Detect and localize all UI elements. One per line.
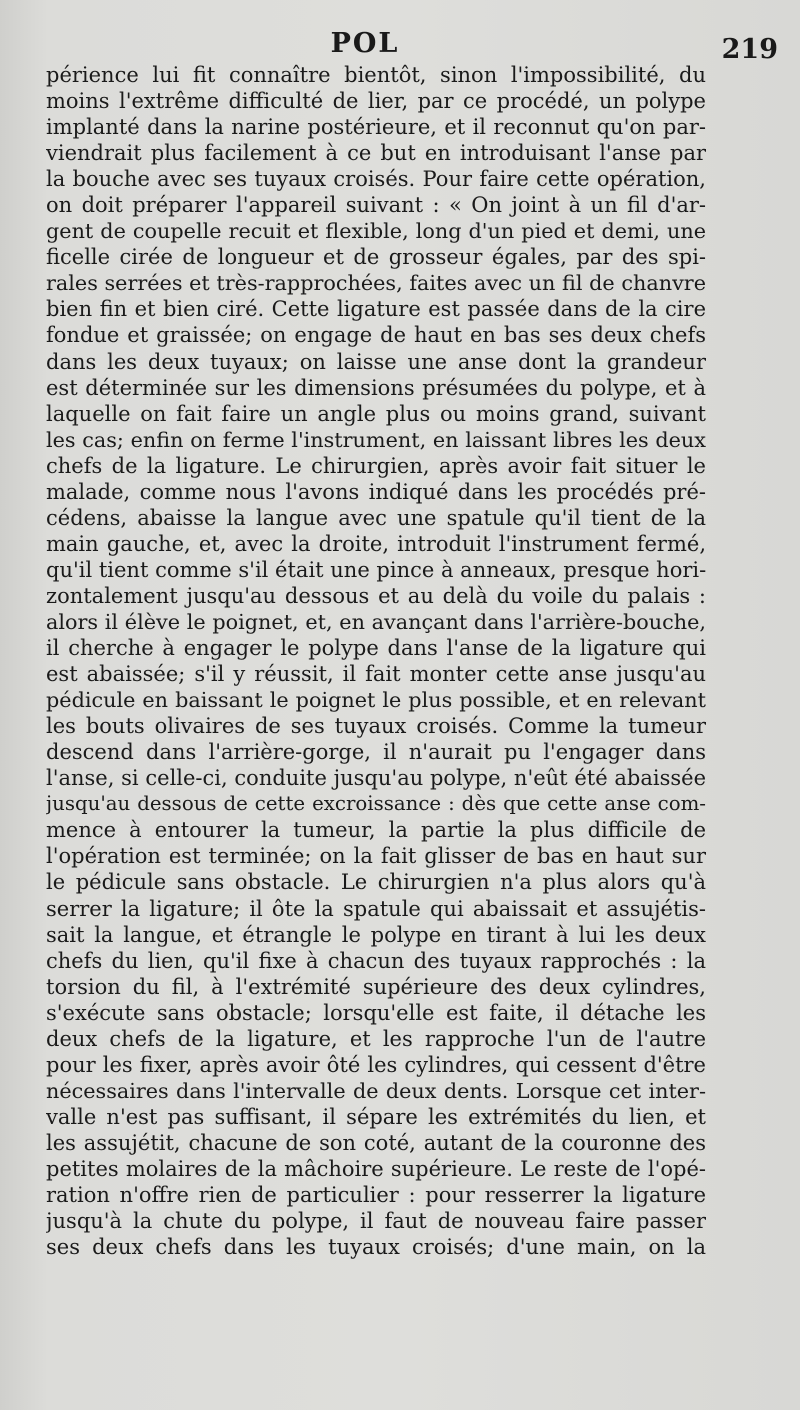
text-line: il cherche à engager le polype dans l'anse de la ligature qui (46, 636, 706, 661)
running-head: POL (330, 28, 400, 59)
text-line: nécessaires dans l'intervalle de deux dents. Lorsque cet inter- (46, 1078, 706, 1103)
text-line: alors il élève le poignet, et, en avançant dans l'arrière-bouche, (46, 609, 706, 634)
text-line: valle n'est pas suffisant, il sépare les extrémités du lien, et (46, 1104, 706, 1129)
body-text (46, 62, 706, 1260)
text-line: périence lui fit connaître bientôt, sinon l'impossibilité, du (46, 63, 706, 87)
text-line: ration n'offre rien de particulier : pour resserrer la ligature (46, 1183, 706, 1208)
text-line: on doit préparer l'appareil suivant : « On joint à un fil d'ar- (46, 193, 706, 218)
text-line: rales serrées et très-rapprochées, faites avec un fil de chanvre (46, 271, 706, 296)
text-line: mence à entourer la tumeur, la partie la plus difficile de (46, 818, 706, 843)
text-line: pour les fixer, après avoir ôté les cylindres, qui cessent d'être (46, 1052, 706, 1077)
text-line: jusqu'à la chute du polype, il faut de nouveau faire passer (46, 1209, 706, 1234)
text-line: pédicule en baissant le poignet le plus possible, et en relevant (46, 688, 706, 713)
text-line: est déterminée sur les dimensions présumées du polype, et à (46, 375, 706, 400)
text-line: l'anse, si celle-ci, conduite jusqu'au polype, n'eût été abaissée (46, 766, 706, 791)
text-line: les assujétit, chacune de son coté, autant de la couronne des (46, 1130, 706, 1155)
text-line: s'exécute sans obstacle; lorsqu'elle est faite, il détache les (46, 1000, 706, 1025)
text-line: les cas; enfin on ferme l'instrument, en laissant libres les deux (46, 427, 706, 452)
text-line: la bouche avec ses tuyaux croisés. Pour faire cette opération, (46, 167, 706, 192)
text-line: viendrait plus facilement à ce but en introduisant l'anse par (46, 141, 706, 166)
text-line: laquelle on fait faire un angle plus ou moins grand, suivant (46, 401, 706, 426)
text-line: chefs de la ligature. Le chirurgien, après avoir fait situer le (46, 453, 706, 478)
text-line: bien fin et bien ciré. Cette ligature est passée dans de la cire (46, 297, 706, 322)
text-line: petites molaires de la mâchoire supérieure. Le reste de l'opé- (46, 1156, 706, 1181)
page-number: 219 (721, 34, 778, 65)
text-line: ses deux chefs dans les tuyaux croisés; d'une main, on la (46, 1235, 706, 1260)
text-line: fondue et graissée; on engage de haut en bas ses deux chefs (46, 323, 706, 348)
text-line: cédens, abaisse la langue avec une spatule qu'il tient de la (46, 505, 706, 530)
text-line: sait la langue, et étrangle le polype en tirant à lui les deux (46, 922, 706, 947)
text-line: malade, comme nous l'avons indiqué dans les procédés pré- (46, 479, 706, 504)
text-line: chefs du lien, qu'il fixe à chacun des tuyaux rapprochés : la (46, 948, 706, 973)
text-line: serrer la ligature; il ôte la spatule qui abaissait et assujétis- (46, 896, 706, 921)
text-line: main gauche, et, avec la droite, introduit l'instrument fermé, (46, 531, 706, 556)
text-line: jusqu'au dessous de cette excroissance : dès que cette anse com- (46, 792, 706, 816)
text-line: le pédicule sans obstacle. Le chirurgien n'a plus alors qu'à (46, 870, 706, 895)
text-line: deux chefs de la ligature, et les rapproche l'un de l'autre (46, 1026, 706, 1051)
text-line: zontalement jusqu'au dessous et au delà du voile du palais : (46, 583, 706, 608)
text-line: qu'il tient comme s'il était une pince à anneaux, presque hori- (46, 557, 706, 582)
text-line: dans les deux tuyaux; on laisse une anse dont la grandeur (46, 349, 706, 374)
text-line: gent de coupelle recuit et flexible, long d'un pied et demi, une (46, 219, 706, 244)
text-line: est abaissée; s'il y réussit, il fait monter cette anse jusqu'au (46, 662, 706, 687)
text-line: descend dans l'arrière-gorge, il n'aurait pu l'engager dans (46, 740, 706, 765)
text-line: torsion du fil, à l'extrémité supérieure des deux cylindres, (46, 974, 706, 999)
text-line: implanté dans la narine postérieure, et il reconnut qu'on par- (46, 115, 706, 140)
text-line: l'opération est terminée; on la fait glisser de bas en haut sur (46, 844, 706, 869)
text-line: les bouts olivaires de ses tuyaux croisés. Comme la tumeur (46, 714, 706, 739)
text-line: ficelle cirée de longueur et de grosseur égales, par des spi- (46, 245, 706, 270)
text-line: moins l'extrême difficulté de lier, par ce procédé, un polype (46, 89, 706, 114)
